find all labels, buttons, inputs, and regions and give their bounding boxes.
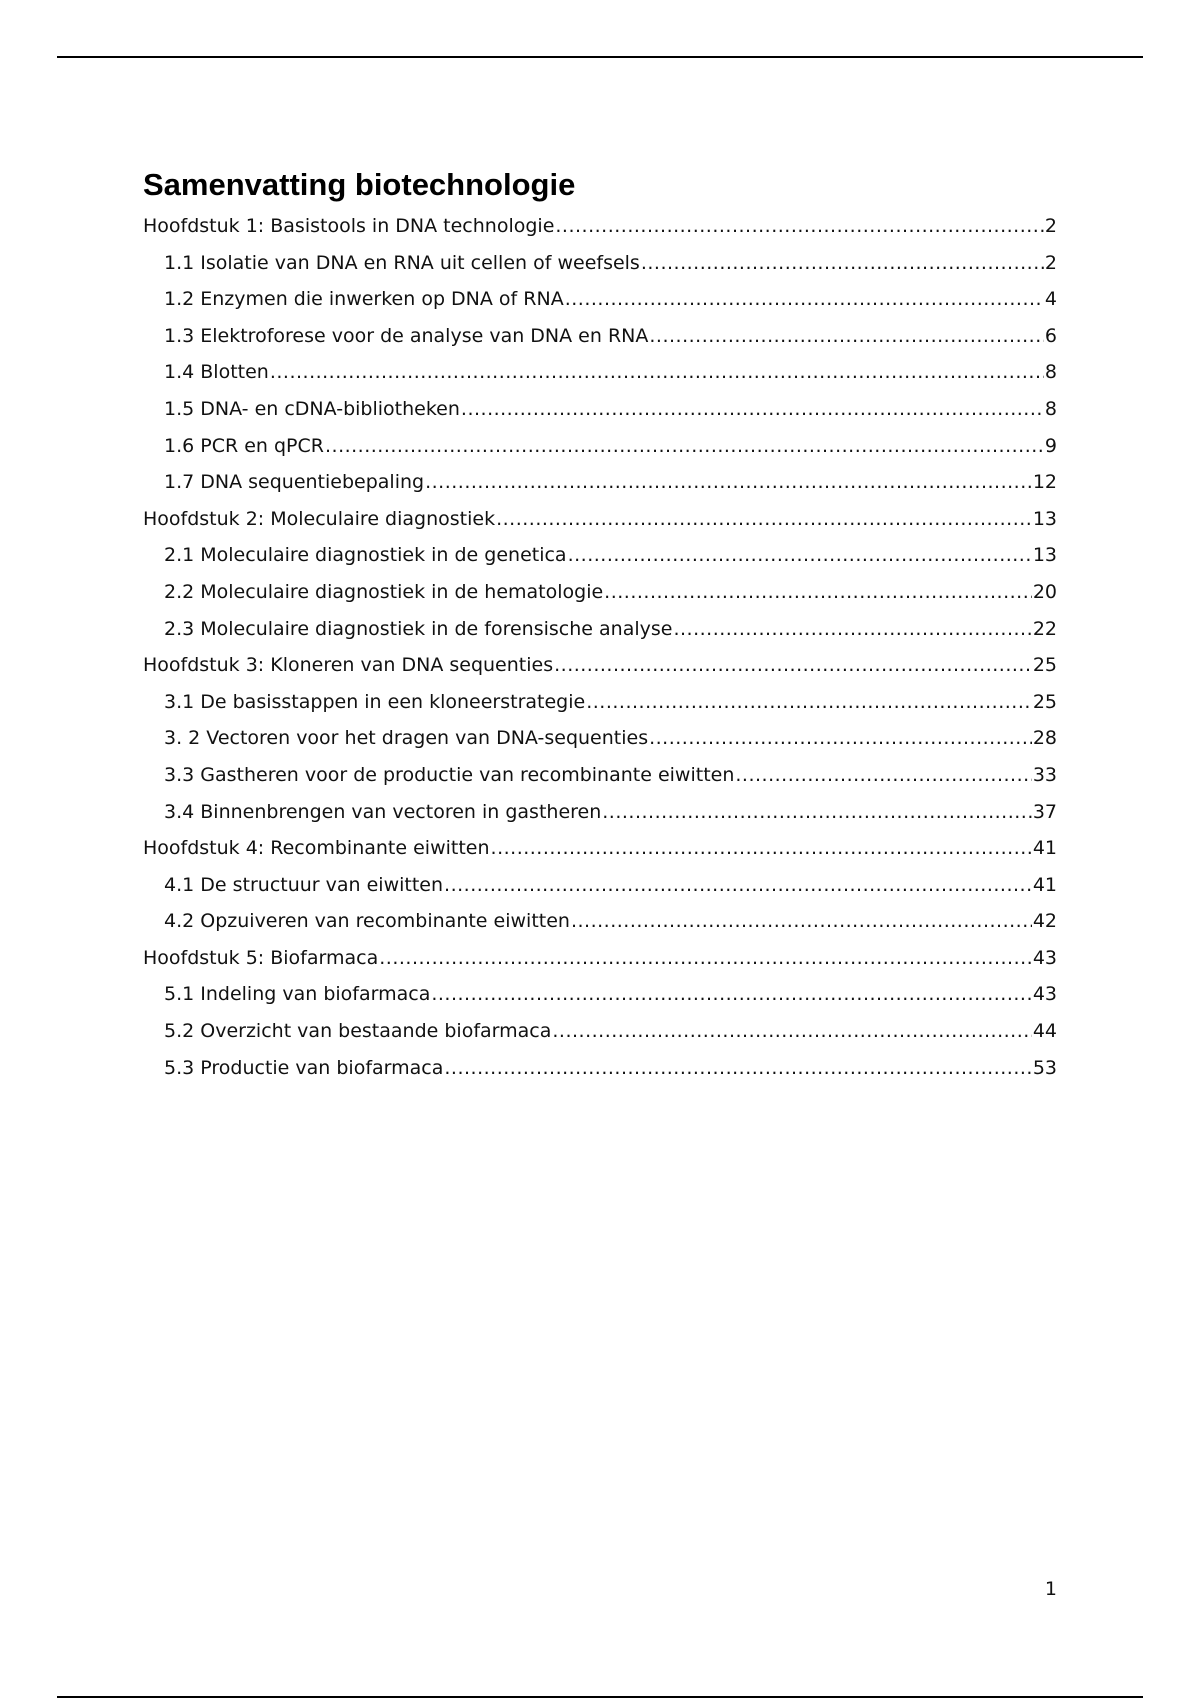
toc-dot-leader	[379, 947, 1032, 969]
toc-chapter-entry[interactable]	[143, 837, 1057, 874]
toc-entry-label: Hoofdstuk 2: Moleculaire diagnostiek	[143, 507, 496, 530]
toc-dot-leader	[571, 910, 1032, 932]
toc-section-entry[interactable]	[143, 325, 1057, 362]
toc-entry-page: 42	[1032, 910, 1057, 933]
toc-entry-label: Hoofdstuk 4: Recombinante eiwitten	[143, 837, 490, 860]
toc-entry-label: 1.6 PCR en qPCR	[164, 434, 324, 457]
toc-dot-leader	[491, 837, 1032, 859]
toc-dot-leader	[431, 983, 1031, 1005]
toc-section-entry[interactable]	[143, 1020, 1057, 1057]
toc-chapter-entry[interactable]	[143, 508, 1057, 545]
footer-rule	[57, 1696, 1143, 1698]
toc-dot-leader	[444, 1057, 1031, 1079]
toc-entry-label: 2.2 Moleculaire diagnostiek in de hematologie	[164, 580, 604, 603]
toc-entry-label: 1.2 Enzymen die inwerken op DNA of RNA	[164, 288, 564, 311]
toc-section-entry[interactable]	[143, 361, 1057, 398]
toc-section-entry[interactable]	[143, 471, 1057, 508]
toc-dot-leader	[586, 691, 1032, 713]
toc-entry-page: 28	[1032, 727, 1057, 750]
toc-entry-page: 22	[1032, 617, 1057, 640]
toc-section-entry[interactable]	[143, 435, 1057, 472]
toc-entry-label: 1.7 DNA sequentiebepaling	[164, 471, 425, 494]
toc-entry-label: 4.2 Opzuiveren van recombinante eiwitten	[164, 910, 570, 933]
toc-dot-leader	[641, 252, 1044, 274]
toc-entry-page: 43	[1032, 983, 1057, 1006]
toc-section-entry[interactable]	[143, 691, 1057, 728]
toc-dot-leader	[568, 544, 1032, 566]
toc-section-entry[interactable]	[143, 874, 1057, 911]
toc-chapter-entry[interactable]	[143, 215, 1057, 252]
toc-dot-leader	[673, 618, 1031, 640]
toc-section-entry[interactable]	[143, 983, 1057, 1020]
toc-entry-label: 3.3 Gastheren voor de productie van recombinante eiwitten	[164, 763, 735, 786]
toc-section-entry[interactable]	[143, 618, 1057, 655]
toc-entry-page: 25	[1032, 654, 1057, 677]
toc-section-entry[interactable]	[143, 544, 1057, 581]
toc-entry-label: 2.3 Moleculaire diagnostiek in de forensische analyse	[164, 617, 673, 640]
toc-section-entry[interactable]	[143, 727, 1057, 764]
toc-entry-label: 3. 2 Vectoren voor het dragen van DNA-sequenties	[164, 727, 649, 750]
toc-dot-leader	[604, 581, 1032, 603]
toc-entry-label: 5.1 Indeling van biofarmaca	[164, 983, 431, 1006]
toc-dot-leader	[649, 325, 1044, 347]
toc-dot-leader	[602, 801, 1032, 823]
toc-dot-leader	[325, 435, 1044, 457]
toc-dot-leader	[552, 1020, 1031, 1042]
toc-chapter-entry[interactable]	[143, 654, 1057, 691]
toc-entry-page: 4	[1044, 288, 1057, 311]
toc-section-entry[interactable]	[143, 398, 1057, 435]
header-rule	[57, 56, 1143, 58]
toc-entry-label: Hoofdstuk 1: Basistools in DNA technologie	[143, 215, 555, 237]
toc-entry-page: 2	[1044, 251, 1057, 274]
toc-entry-page: 6	[1044, 324, 1057, 347]
toc-entry-label: 1.4 Blotten	[164, 361, 269, 384]
toc-chapter-entry[interactable]	[143, 947, 1057, 984]
toc-dot-leader	[649, 727, 1032, 749]
toc-entry-page: 41	[1032, 837, 1057, 860]
toc-entry-page: 44	[1032, 1020, 1057, 1043]
toc-entry-page: 20	[1032, 580, 1057, 603]
toc-entry-page: 37	[1032, 800, 1057, 823]
toc-entry-label: 2.1 Moleculaire diagnostiek in de genetica	[164, 544, 567, 567]
toc-dot-leader	[270, 361, 1044, 383]
toc-entry-page: 8	[1044, 361, 1057, 384]
toc-section-entry[interactable]	[143, 910, 1057, 947]
toc-entry-page: 13	[1032, 507, 1057, 530]
table-of-contents	[143, 215, 1057, 1093]
toc-entry-label: 3.1 De basisstappen in een kloneerstrategie	[164, 690, 586, 713]
toc-entry-page: 53	[1032, 1056, 1057, 1079]
toc-dot-leader	[565, 288, 1044, 310]
toc-entry-page: 13	[1032, 544, 1057, 567]
toc-entry-page: 25	[1032, 690, 1057, 713]
toc-entry-label: 1.5 DNA- en cDNA-bibliotheken	[164, 397, 460, 420]
toc-dot-leader	[735, 764, 1031, 786]
toc-entry-page: 8	[1044, 397, 1057, 420]
toc-section-entry[interactable]	[143, 581, 1057, 618]
toc-entry-label: 5.3 Productie van biofarmaca	[164, 1056, 444, 1079]
toc-section-entry[interactable]	[143, 288, 1057, 325]
toc-section-entry[interactable]	[143, 1057, 1057, 1094]
toc-entry-label: Hoofdstuk 3: Kloneren van DNA sequenties	[143, 654, 554, 677]
toc-entry-label: 1.3 Elektroforese voor de analyse van DNA en RNA	[164, 324, 649, 347]
toc-entry-page: 33	[1032, 763, 1057, 786]
toc-entry-page: 2	[1044, 215, 1057, 237]
toc-dot-leader	[444, 874, 1032, 896]
toc-section-entry[interactable]	[143, 764, 1057, 801]
document-title: Samenvatting biotechnologie	[143, 167, 576, 202]
toc-dot-leader	[461, 398, 1044, 420]
toc-dot-leader	[425, 471, 1032, 493]
toc-entry-page: 12	[1032, 471, 1057, 494]
toc-entry-page: 43	[1032, 946, 1057, 969]
toc-entry-page: 41	[1032, 873, 1057, 896]
toc-entry-label: 5.2 Overzicht van bestaande biofarmaca	[164, 1020, 552, 1043]
toc-section-entry[interactable]	[143, 252, 1057, 289]
document-body	[143, 165, 1057, 1093]
toc-entry-label: 1.1 Isolatie van DNA en RNA uit cellen of weefsels	[164, 251, 640, 274]
toc-entry-label: 3.4 Binnenbrengen van vectoren in gastheren	[164, 800, 602, 823]
toc-entry-page: 9	[1044, 434, 1057, 457]
toc-dot-leader	[555, 215, 1044, 237]
toc-dot-leader	[554, 654, 1032, 676]
page-number: 1	[1044, 1578, 1057, 1600]
toc-entry-label: Hoofdstuk 5: Biofarmaca	[143, 946, 379, 969]
toc-entry-label: 4.1 De structuur van eiwitten	[164, 873, 444, 896]
toc-dot-leader	[496, 508, 1032, 530]
toc-section-entry[interactable]	[143, 801, 1057, 838]
